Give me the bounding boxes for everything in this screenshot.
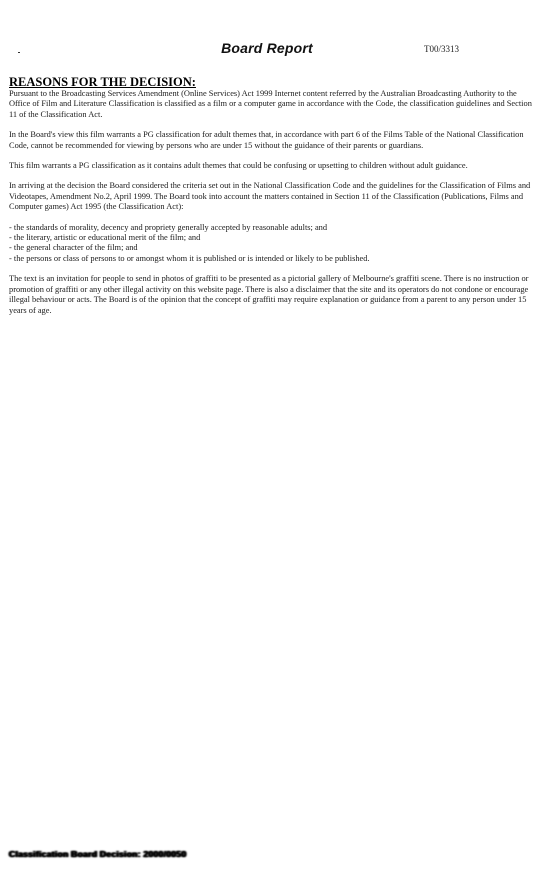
criteria-item-audience: - the persons or class of persons to or amongst whom it is published or is intended or likely to be published. — [9, 253, 370, 263]
scan-speck — [18, 52, 20, 53]
report-reference-number: T00/3313 — [424, 44, 459, 54]
paragraph-pg-warrant: This film warrants a PG classification as it contains adult themes that could be confusing or upsetting to children without adult guidance. — [9, 161, 468, 171]
paragraph-criteria-intro: In arriving at the decision the Board considered the criteria set out in the National Classification Code and the guidelines for the Classification of Films and Videotapes, Amendment No.2, April 1999. The Board took into account the matters contained in Section 11 of the Classification (Publications, Films and Computer games) Act 1995 (the Classification Act): — [9, 181, 531, 212]
criteria-item-character: - the general character of the film; and — [9, 243, 138, 253]
paragraph-conclusion: The text is an invitation for people to send in photos of graffiti to be presented as a pictorial gallery of Melbourne's graffiti scene. There is no instruction or promotion of graffiti or any other illegal activity on this website page. There is also a disclaimer that the site and its operators do not condone or encourage illegal behaviour or acts. The Board is of the opinion that the concept of graffiti may require explanation or guidance from a parent to any person under 15 years of age. — [9, 274, 529, 315]
criteria-item-merit: - the literary, artistic or educational merit of the film; and — [9, 233, 201, 243]
paragraph-board-view: In the Board's view this film warrants a PG classification for adult themes that, in accordance with part 6 of the Films Table of the National Classification Code, cannot be recommended for viewing by persons who are under 15 without the guidance of their parents or guardians. — [9, 130, 524, 150]
paragraph-legal-basis: Pursuant to the Broadcasting Services Amendment (Online Services) Act 1999 Internet content referred by the Australian Broadcasting Authority to the Office of Film and Literature Classification is classified as a film or a computer game in accordance with the Code, the classification guidelines and Section 11 of the Classification Act. — [9, 89, 532, 119]
reasons-section — [9, 76, 539, 326]
criteria-list — [9, 223, 539, 265]
reasons-heading: REASONS FOR THE DECISION: — [9, 75, 196, 89]
report-title: Board Report — [221, 40, 313, 56]
criteria-item-morality: - the standards of morality, decency and propriety generally accepted by reasonable adults; and — [9, 222, 328, 232]
footer-decision-stamp: Classification Board Decision: 2000/0050 — [9, 849, 187, 859]
